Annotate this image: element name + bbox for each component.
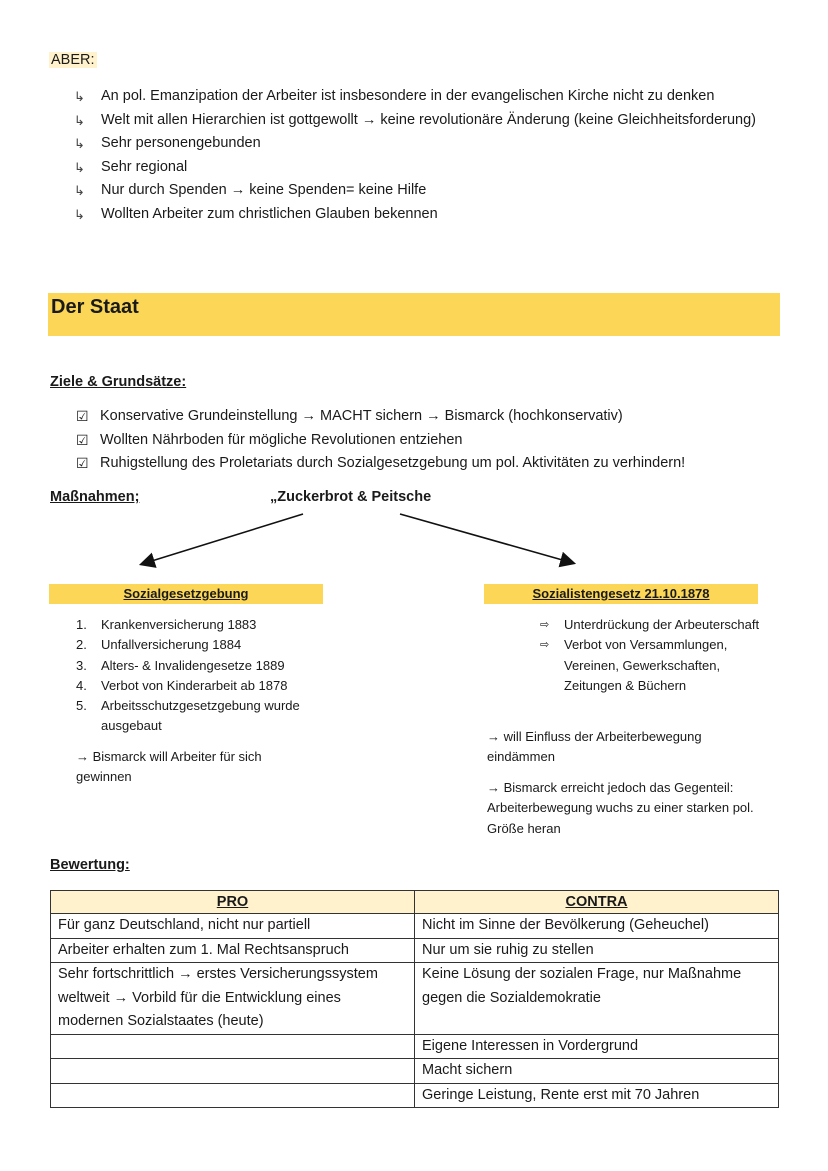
list-item: ☑ Ruhigstellung des Proletariats durch Sozialgesetzgebung um pol. Aktivitäten zu verhindern! (76, 452, 786, 476)
list-item: ↳ Sehr regional (74, 156, 774, 180)
pro-cell: Sehr fortschrittlich → erstes Versicherungssystem weltweit → Vorbild für die Entwicklung eines modernen Sozialstaates (heute) (51, 963, 415, 1035)
list-item: ☑ Konservative Grundeinstellung → MACHT sichern → Bismarck (hochkonservativ) (76, 405, 786, 429)
list-item: ☑ Wollten Nährboden für mögliche Revolutionen entziehen (76, 429, 786, 453)
aber-label: ABER: (51, 52, 95, 68)
pro-cell (51, 1083, 415, 1108)
pro-cell (51, 1034, 415, 1059)
list-item: ↳ Sehr personengebunden (74, 132, 774, 156)
checkbox-checked-icon: ☑ (76, 431, 89, 448)
table-row (51, 914, 779, 939)
table-row (51, 938, 779, 963)
table-row (51, 1083, 779, 1108)
contra-cell: Nicht im Sinne der Bevölkerung (Geheuchel) (415, 914, 779, 939)
ziele-heading: Ziele & Grundsätze: (50, 374, 187, 390)
arrow-right-icon: ⇨ (540, 619, 550, 631)
list-item: 3. Alters- & Invalidengesetze 1889 (76, 657, 285, 673)
contra-header: CONTRA (415, 891, 779, 914)
sozialgesetzgebung-list (76, 615, 336, 737)
list-item: ↳ An pol. Emanzipation der Arbeiter ist insbesondere in der evangelischen Kirche nicht zu denken (74, 85, 774, 109)
pro-cell: Arbeiter erhalten zum 1. Mal Rechtsanspruch (51, 938, 415, 963)
bewertung-table (50, 890, 779, 1108)
list-item: ↳ Welt mit allen Hierarchien ist gottgewollt → keine revolutionäre Änderung (keine Gleichheitsforderung) (74, 109, 774, 133)
section-title: Der Staat (51, 296, 139, 318)
pro-cell (51, 1059, 415, 1084)
pro-header: PRO (51, 891, 415, 914)
table-header-row (51, 891, 779, 914)
table-row (51, 963, 779, 1035)
arrow-right (400, 514, 573, 563)
checkbox-checked-icon: ☑ (76, 455, 89, 471)
checkbox-checked-icon: ☑ (76, 408, 89, 424)
contra-cell: Nur um sie ruhig zu stellen (415, 938, 779, 963)
right-note-2: → Bismarck erreicht jedoch das Gegenteil: Arbeiterbewegung wuchs zu einer starken pol. Größe heran (487, 780, 754, 836)
left-note: → Bismarck will Arbeiter für sich gewinnen (76, 749, 262, 785)
contra-cell: Macht sichern (415, 1059, 779, 1084)
contra-cell: Keine Lösung der sozialen Frage, nur Maßnahme gegen die Sozialdemokratie (415, 963, 779, 1035)
zuckerbrot-title: „Zuckerbrot & Peitsche (270, 489, 432, 505)
hand-pointer-icon: ↳ (74, 183, 85, 198)
sozialistengesetz-list (540, 615, 760, 696)
contra-cell: Eigene Interessen in Vordergrund (415, 1034, 779, 1059)
list-item: ⇨ Verbot von Versammlungen, Vereinen, Gewerkschaften, Zeitungen & Büchern (540, 637, 728, 693)
arrow-left (142, 514, 303, 564)
list-item: 2. Unfallversicherung 1884 (76, 637, 242, 653)
list-item: ↳ Nur durch Spenden → keine Spenden= keine Hilfe (74, 179, 774, 203)
list-item: ↳ Wollten Arbeiter zum christlichen Glauben bekennen (74, 203, 774, 227)
bewertung-heading: Bewertung: (50, 857, 130, 873)
contra-cell: Geringe Leistung, Rente erst mit 70 Jahren (415, 1083, 779, 1108)
list-item: ⇨ Unterdrückung der Arbeuterschaft (540, 615, 760, 635)
hand-pointer-icon: ↳ (74, 136, 85, 151)
hand-pointer-icon: ↳ (74, 159, 85, 175)
hand-pointer-icon: ↳ (74, 89, 85, 104)
sozialgesetzgebung-box: Sozialgesetzgebung (49, 584, 323, 604)
arrow-right-icon: ⇨ (540, 639, 550, 652)
list-item: 4. Verbot von Kinderarbeit ab 1878 (76, 677, 288, 693)
pro-cell: Für ganz Deutschland, nicht nur partiell (51, 914, 415, 939)
massnahmen-heading: Maßnahmen; (50, 489, 140, 505)
table-row (51, 1059, 779, 1084)
list-item: 1. Krankenversicherung 1883 (76, 617, 257, 632)
hand-pointer-icon: ↳ (74, 206, 85, 222)
hand-pointer-icon: ↳ (74, 112, 85, 128)
sozialistengesetz-box: Sozialistengesetz 21.10.1878 (484, 584, 758, 604)
list-item: 5. Arbeitsschutzgesetzgebung wurde ausgebaut (76, 698, 300, 734)
table-row (51, 1034, 779, 1059)
right-note-1: → will Einfluss der Arbeiterbewegung eindämmen (487, 729, 702, 765)
